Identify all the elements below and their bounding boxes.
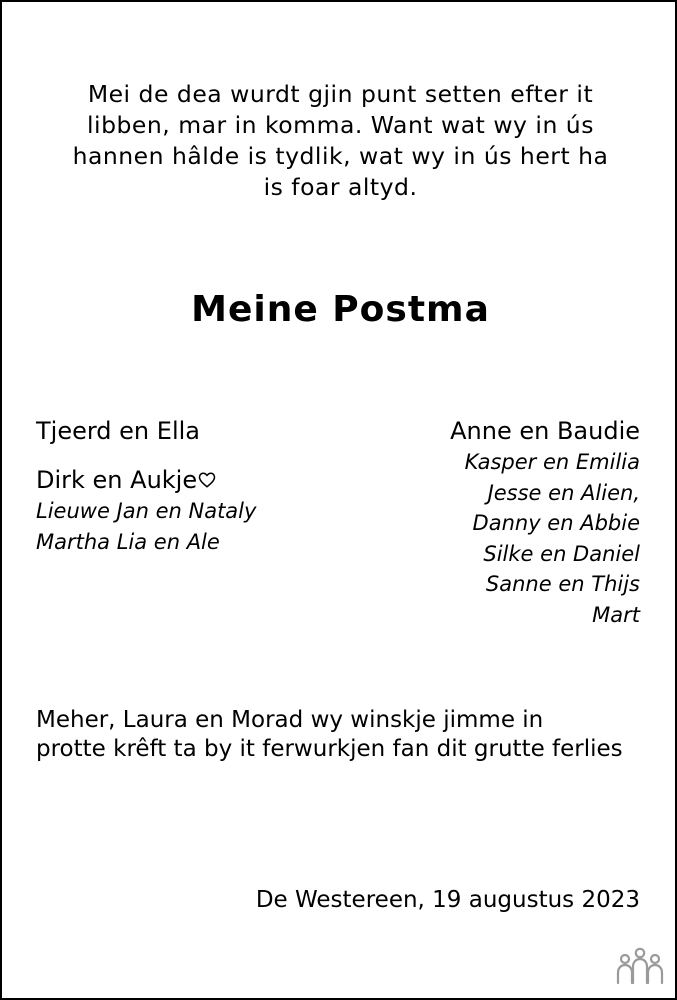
right-child-5: Sanne en Thijs [485,572,640,596]
right-child-2: Jesse en Alien, [487,480,640,505]
family-group-dirk [36,464,256,496]
left-child-1: Lieuwe Jan en Nataly [36,499,257,523]
opening-quote [42,79,639,203]
family-group-dirk-label: Dirk en Aukje [36,466,198,494]
family-group-tjeerd: Tjeerd en Ella [36,417,200,445]
right-child-1: Kasper en Emilia [464,450,640,474]
quote-line: is foar altyd. [263,173,418,201]
heart-icon [198,471,216,489]
quote-line: Mei de dea wurdt gjin punt setten efter it [87,80,594,108]
people-group-logo [615,946,665,986]
right-child-3: Danny en Abbie [472,511,640,535]
quote-line: hannen hâlde is tydlik, wat wy in ús hert ha [72,142,609,170]
right-family-column [450,415,640,630]
deceased-name: Meine Postma [191,289,490,330]
family-group-anne: Anne en Baudie [450,417,640,445]
quote-line: libben, mar in komma. Want wat wy in ús [87,111,594,139]
wish-line: Meher, Laura en Morad wy winskje jimme in [36,707,544,733]
wish-line: protte krêft ta by it ferwurkjen fan dit grutte ferlies [36,736,623,762]
left-child-2: Martha Lia en Ale [36,529,220,554]
place-date: De Westereen, 19 augustus 2023 [255,887,640,913]
right-child-6: Mart [592,602,640,627]
left-family-column [36,415,256,557]
right-child-4: Silke en Daniel [483,541,640,566]
wish-message [36,706,623,764]
